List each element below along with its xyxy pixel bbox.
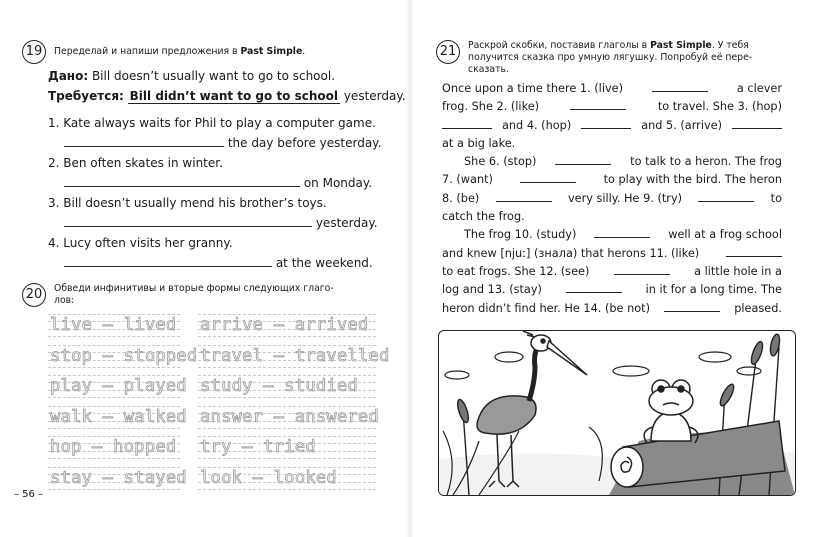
item-3-sentence: 3. Bill doesn’t usually mend his brother’s toys. [48,196,327,210]
story-text-segment: at a big lake. [442,136,516,150]
trace-word[interactable]: walk – walked [50,406,187,427]
story-line [442,281,782,299]
story-text-segment: very silly. He 9. (try) [567,191,683,205]
story-line [442,245,782,263]
story-line [442,208,782,226]
exercise-21-instruction: Раскрой скобки, поставив глаголы в Past Simple. У тебя получится сказка про умную лягушку. Попробуй её пере- сказать. [468,40,753,75]
story-text-segment: a clever [736,82,782,95]
exercise-19-instruction: Переделай и напиши предложения в Past Simple. [54,46,306,57]
trace-word-row[interactable] [48,436,180,458]
answer-blank[interactable] [64,256,272,267]
story-text-segment: The frog 10. (study) [464,228,577,242]
trace-word-row[interactable] [198,467,376,489]
trace-word[interactable]: arrive – arrived [200,315,369,335]
exercise-20-instruction: Обведи инфинитивы и вторые формы следующих глаго- лов: [54,283,334,306]
story-text-segment: She 6. (stop) [464,155,537,169]
required-line: Требуется: Bill didn’t want to go to school yesterday. [48,89,406,103]
story-line [442,171,782,189]
story-blank[interactable] [555,153,611,165]
story-blank[interactable] [664,300,720,312]
story-text-segment: heron didn’t find her. He 14. (be not) [442,301,650,315]
trace-word[interactable]: hop – hopped [50,437,177,457]
story-text-segment: frog. She 2. (like) [442,100,540,114]
item-3-answer-line[interactable]: yesterday. [64,214,378,232]
story-blank[interactable] [732,117,782,129]
story-text-segment: 8. (be) [442,191,480,205]
story-line [442,117,782,135]
story-text-segment: catch the frog. [442,210,525,224]
story-text-segment: and knew [njuː] (знала) that herons 11. (like) [442,246,700,260]
story-text-segment: and 5. (arrive) [641,118,723,132]
story-line [442,263,782,281]
trace-word-row[interactable] [198,314,376,336]
story-text-segment: log and 13. (stay) [442,283,542,297]
trace-word-row[interactable] [48,406,187,428]
story-blank[interactable] [581,117,631,129]
story-text-segment: to play with the bird. The heron [603,173,782,187]
trace-word[interactable]: travel – travelled [200,345,390,366]
story-text-segment: in it for a long time. The [645,283,782,297]
story-blank[interactable] [594,226,650,238]
story-blank[interactable] [442,117,492,129]
story-text-segment: to eat frogs. She 12. (see) [442,264,590,278]
story-text-segment: Once upon a time there 1. (live) [442,82,623,95]
answer-blank[interactable] [64,216,312,227]
answer-blank[interactable] [64,136,224,147]
guide-line [198,428,376,429]
given-line: Дано: Bill doesn’t usually want to go to school. [48,69,336,83]
guide-line [198,489,376,490]
guide-line [48,458,180,459]
trace-word-row[interactable] [198,406,380,428]
story-line [442,226,782,244]
story-blank[interactable] [726,245,782,257]
trace-word-row[interactable] [48,375,187,397]
right-page [410,0,820,537]
story-text-segment: to travel. She 3. (hop) [657,100,782,114]
trace-word[interactable]: stay – stayed [50,467,187,488]
trace-word-row[interactable] [48,314,180,336]
trace-word[interactable]: study – studied [200,376,359,396]
item-1-sentence: 1. Kate always waits for Phil to play a computer game. [48,116,376,130]
exercise-20-number: 20 [22,283,46,307]
story-blank[interactable] [614,263,670,275]
story-text-segment: 7. (want) [442,173,493,187]
story-text-segment: and 4. (hop) [501,118,572,132]
guide-line [48,489,180,490]
item-1-answer-line[interactable]: the day before yesterday. [64,134,381,152]
guide-line [198,336,376,337]
trace-word[interactable]: live – lived [50,315,177,335]
trace-word[interactable]: try – tried [200,437,316,457]
story-line [442,153,782,171]
story-blank[interactable] [698,190,754,202]
story-text-segment: to talk to a heron. The frog [630,155,782,169]
trace-word-row[interactable] [48,345,198,367]
sample-answer: Bill didn’t want to go to school [129,89,338,103]
answer-blank[interactable] [64,176,300,187]
guide-line [198,458,376,459]
trace-word-row[interactable] [198,345,390,367]
item-2-answer-line[interactable]: on Monday. [64,174,372,192]
story-blank[interactable] [652,80,708,92]
trace-word[interactable]: play – played [50,376,187,396]
guide-line [48,428,180,429]
story-line [442,135,782,153]
story-text-segment: to [770,191,782,205]
story-line [442,190,782,208]
trace-word[interactable]: answer – answered [200,406,380,427]
story-blank[interactable] [566,281,622,293]
guide-line [198,367,376,368]
trace-word-row[interactable] [198,436,376,458]
trace-word-row[interactable] [48,467,187,489]
story-blank[interactable] [570,98,626,110]
frog-heron-illustration [438,330,796,496]
story-blank[interactable] [496,190,552,202]
story-line [442,300,782,318]
guide-line [48,336,180,337]
item-4-answer-line[interactable]: at the weekend. [64,254,373,272]
story-text-segment: pleased. [734,301,782,315]
trace-word[interactable]: look – looked [200,467,337,488]
story-line [442,98,782,116]
illustration-drawing [439,331,795,495]
trace-word-row[interactable] [198,375,376,397]
item-4-sentence: 4. Lucy often visits her granny. [48,236,233,250]
story-text [442,80,782,318]
story-blank[interactable] [520,171,576,183]
guide-line [48,397,180,398]
guide-line [48,367,180,368]
story-text-segment: a little hole in a [694,264,782,278]
item-2-sentence: 2. Ben often skates in winter. [48,156,223,170]
page-number: – 56 – [14,489,44,500]
story-text-segment: well at a frog school [668,228,782,242]
exercise-19-number: 19 [22,40,46,64]
trace-word[interactable]: stop – stopped [50,345,198,366]
story-line [442,80,782,98]
exercise-21-number: 21 [436,40,460,64]
guide-line [198,397,376,398]
